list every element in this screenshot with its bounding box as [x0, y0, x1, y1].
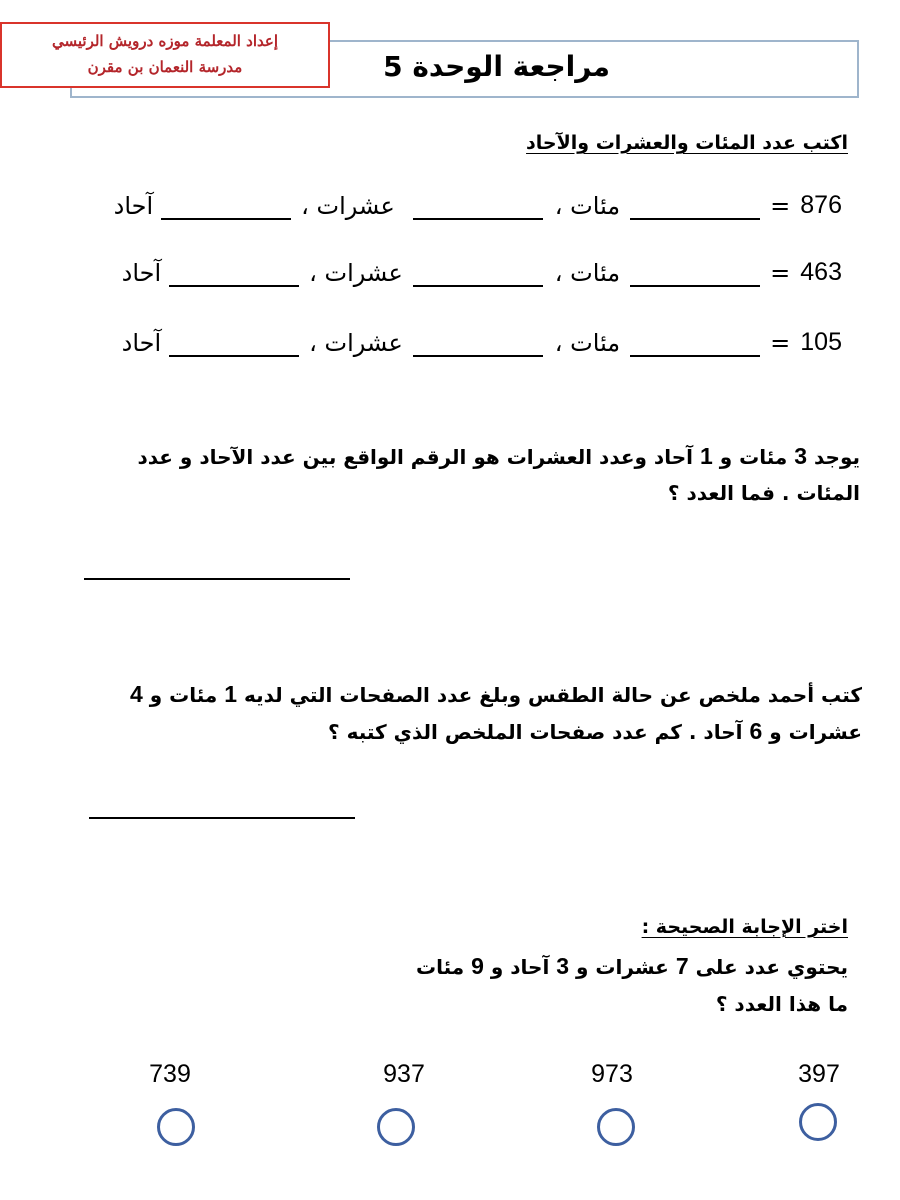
- row-eq: =: [770, 192, 791, 220]
- place-value-row-2: [122, 247, 842, 287]
- question-3-line-2: ما هذا العدد ؟: [715, 992, 848, 1016]
- ones-blank[interactable]: [161, 190, 291, 220]
- q3-text-a: يحتوي عدد على: [688, 955, 848, 979]
- ones-blank[interactable]: [169, 257, 299, 287]
- row-eq: =: [770, 259, 791, 287]
- hundreds-label: مئات ،: [554, 329, 621, 357]
- hundreds-blank[interactable]: [630, 257, 760, 287]
- q3-text-b: عشرات و: [569, 955, 676, 979]
- q2-text-d: آحاد . كم عدد صفحات الملخص الذي كتبه ؟: [328, 720, 750, 744]
- q1-text-c: آحاد وعدد العشرات هو الرقم الواقع بين عدد الآحاد و عدد المئات . فما العدد ؟: [137, 445, 860, 505]
- ones-label: آحاد: [121, 259, 162, 287]
- hundreds-label: مئات ،: [554, 192, 621, 220]
- q3-text-d: مئات: [415, 955, 472, 979]
- question-1-answer-line[interactable]: [84, 578, 350, 580]
- q3-num-3: 9: [471, 953, 484, 979]
- question-2-answer-line[interactable]: [89, 817, 355, 819]
- option-radio-4[interactable]: [157, 1108, 195, 1146]
- question-1-text: [100, 438, 860, 511]
- q2-num-3: 6: [749, 718, 763, 744]
- option-radio-2[interactable]: [597, 1108, 635, 1146]
- q2-text-c: عشرات و: [762, 720, 862, 744]
- school-name: مدرسة النعمان بن مقرن: [87, 58, 243, 76]
- q3-num-2: 3: [556, 953, 570, 979]
- hundreds-blank[interactable]: [630, 327, 760, 357]
- ones-label: آحاد: [113, 192, 154, 220]
- tens-label: عشرات ،: [309, 259, 403, 287]
- page-title: مراجعة الوحدة 5: [383, 50, 610, 83]
- place-value-row-3: [122, 317, 842, 357]
- q2-num-1: 1: [224, 681, 238, 707]
- q1-num-2: 1: [699, 443, 713, 469]
- option-label-1: 397: [798, 1060, 840, 1088]
- option-label-2: 973: [591, 1060, 633, 1088]
- option-label-3: 937: [383, 1060, 425, 1088]
- row-number: 463: [800, 258, 842, 286]
- tens-label: عشرات ،: [309, 329, 403, 357]
- option-label-4: 739: [149, 1060, 191, 1088]
- question-3-line-1: [416, 948, 848, 985]
- option-radio-1[interactable]: [799, 1103, 837, 1141]
- tens-blank[interactable]: [413, 257, 543, 287]
- q3-num-1: 7: [675, 953, 689, 979]
- row-eq: =: [770, 329, 791, 357]
- q2-num-2: 4: [129, 681, 143, 707]
- tens-blank[interactable]: [413, 327, 543, 357]
- option-radio-3[interactable]: [377, 1108, 415, 1146]
- section1-heading: اكتب عدد المئات والعشرات والآحاد: [526, 132, 848, 154]
- ones-label: آحاد: [121, 329, 162, 357]
- q3-text-c: آحاد و: [483, 955, 557, 979]
- row-number: 876: [800, 191, 842, 219]
- row-number: 105: [800, 328, 842, 356]
- place-value-row-1: [114, 180, 842, 220]
- hundreds-label: مئات ،: [554, 259, 621, 287]
- hundreds-blank[interactable]: [630, 190, 760, 220]
- q2-text-b: مئات و: [142, 683, 225, 707]
- q2-text-a: كتب أحمد ملخص عن حالة الطقس وبلغ عدد الصفحات التي لديه: [237, 683, 862, 707]
- q1-text-b: مئات و: [712, 445, 795, 469]
- q1-text-a: يوجد: [807, 445, 860, 469]
- ones-blank[interactable]: [169, 327, 299, 357]
- tens-blank[interactable]: [413, 190, 543, 220]
- author-box: [0, 22, 330, 88]
- author-name: إعداد المعلمة موزه درويش الرئيسي: [51, 32, 278, 50]
- question-2-text: [92, 676, 862, 750]
- q1-num-1: 3: [794, 443, 808, 469]
- tens-label: عشرات ،: [301, 192, 395, 220]
- question-3-heading: اختر الإجابة الصحيحة :: [641, 916, 848, 938]
